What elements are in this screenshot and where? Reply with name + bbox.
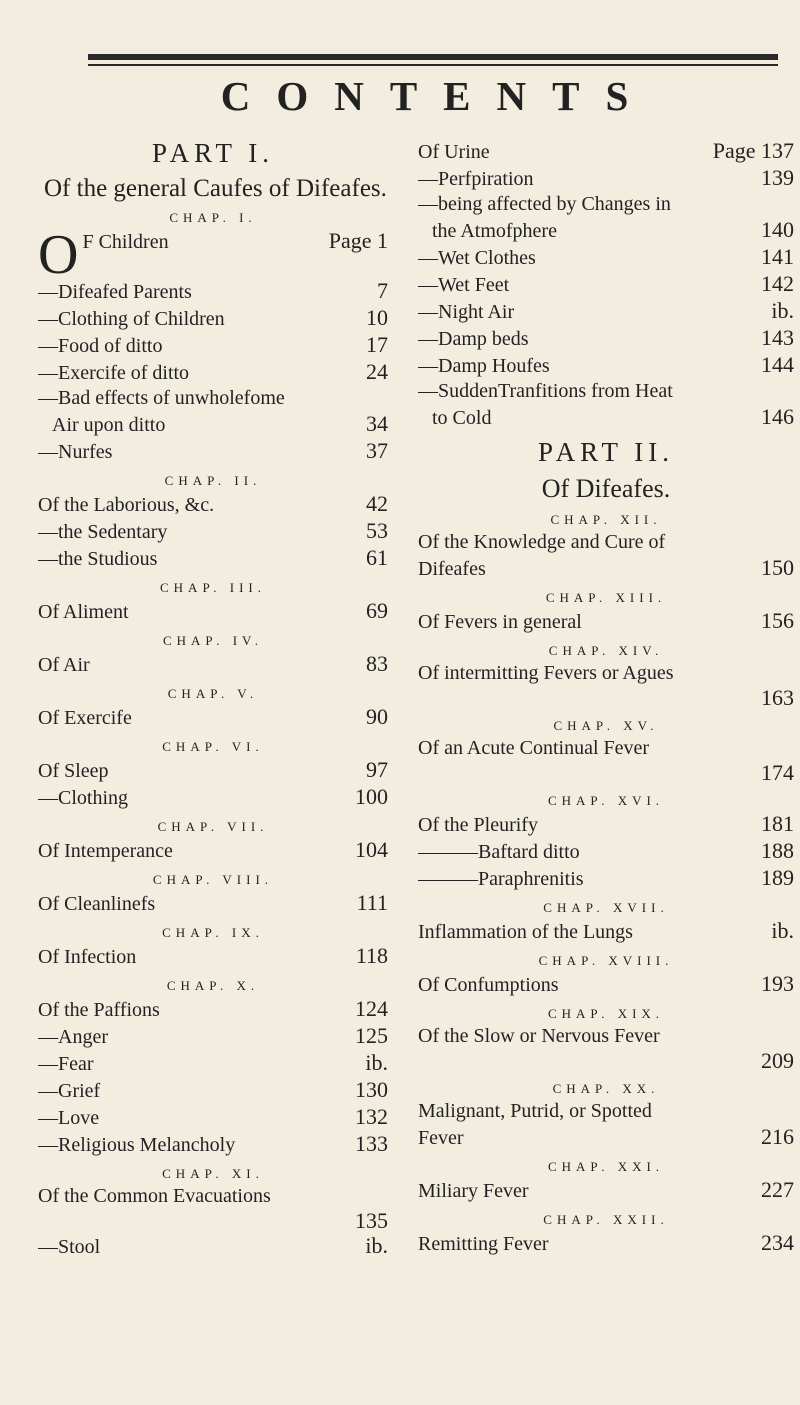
entry-text: Of an Acute Continual Fever <box>418 737 650 759</box>
entry-text: —Clothing <box>38 787 129 809</box>
toc-entry-continued[interactable] <box>418 555 794 582</box>
chapter-label: CHAP. VII. <box>157 819 269 834</box>
entry-text: —Bad effects of unwholefome <box>38 387 285 409</box>
chapter-label: CHAP. XX. <box>552 1081 660 1096</box>
entry-text: Malignant, Putrid, or Spotted <box>418 1100 652 1122</box>
page-number: 216 <box>761 1124 794 1149</box>
toc-entry[interactable] <box>38 704 388 731</box>
toc-entry[interactable] <box>38 996 388 1023</box>
toc-entry[interactable] <box>38 386 388 411</box>
page-number: 140 <box>761 217 794 242</box>
toc-entry[interactable] <box>38 491 388 518</box>
entry-text: Of intermitting Fevers or Agues <box>418 662 674 684</box>
toc-entry[interactable] <box>418 530 794 555</box>
page-number: 209 <box>761 1048 794 1073</box>
entry-text: Of the Laborious, &c. <box>38 494 215 516</box>
toc-entry[interactable] <box>38 518 388 545</box>
entry-text: —Perfpiration <box>418 168 534 190</box>
entry-text: ———Baftard ditto <box>418 841 580 863</box>
chapter-label: CHAP. II. <box>164 473 262 488</box>
entry-text: Of Urine <box>418 141 490 163</box>
toc-entry[interactable] <box>418 192 794 217</box>
entry-text: —being affected by Changes in <box>418 193 671 215</box>
toc-entry[interactable] <box>38 332 388 359</box>
toc-entry[interactable] <box>38 943 388 970</box>
entry-text: —Clothing of Children <box>38 308 225 330</box>
page-number: 150 <box>761 555 794 580</box>
chapter-label: CHAP. VI. <box>162 739 264 754</box>
page-number: 133 <box>355 1131 388 1156</box>
chapter-label: CHAP. XXII. <box>543 1212 669 1227</box>
entry-text: Of the Paffions <box>38 999 160 1021</box>
page-number: ib. <box>365 1233 388 1258</box>
entry-text: —Wet Clothes <box>418 247 536 269</box>
entry-text: —Religious Melancholy <box>38 1134 236 1156</box>
page-number: 132 <box>355 1104 388 1129</box>
page-number: 130 <box>355 1077 388 1102</box>
toc-entry[interactable] <box>418 1099 794 1124</box>
toc-entry[interactable] <box>38 359 388 386</box>
toc-entry[interactable] <box>418 736 794 761</box>
page-number: 125 <box>355 1023 388 1048</box>
part-label: PART II. <box>538 437 674 467</box>
chapter-label: CHAP. XII. <box>550 512 662 527</box>
toc-entry[interactable] <box>418 165 794 192</box>
entry-text: —Food of ditto <box>38 335 163 357</box>
toc-entry[interactable] <box>38 228 388 278</box>
page-number: 100 <box>355 784 388 809</box>
toc-entry[interactable] <box>38 1184 388 1209</box>
entry-text: —Grief <box>38 1080 101 1102</box>
chapter-label: CHAP. IV. <box>162 633 264 648</box>
entry-text: Of the Slow or Nervous Fever <box>418 1025 660 1047</box>
chapter-label: CHAP. XI. <box>162 1166 264 1181</box>
entry-text: —Night Air <box>418 301 515 323</box>
chapter-label: CHAP. I. <box>169 210 257 225</box>
page-number: 156 <box>761 608 794 633</box>
toc-entry[interactable] <box>38 1131 388 1158</box>
chapter-label: CHAP. III. <box>160 580 266 595</box>
page-number: 142 <box>761 271 794 296</box>
entry-text: —SuddenTranfitions from Heat <box>418 380 673 402</box>
page-number: 24 <box>366 359 388 384</box>
toc-entry[interactable] <box>38 438 388 465</box>
toc-entry-continued[interactable] <box>418 217 794 244</box>
entry-text: to Cold <box>432 407 492 429</box>
entry-text: Miliary Fever <box>418 1180 529 1202</box>
page-number: 111 <box>356 890 388 915</box>
page-number: ib. <box>365 1050 388 1075</box>
toc-entry[interactable] <box>38 305 388 332</box>
right-column <box>418 138 794 1257</box>
toc-entry[interactable] <box>38 598 388 625</box>
page-number: 234 <box>761 1230 794 1255</box>
entry-text: —Exercife of ditto <box>38 362 190 384</box>
page-number: 61 <box>366 545 388 570</box>
entry-text: Difeafes <box>418 558 486 580</box>
chapter-label: CHAP. XIII. <box>545 590 667 605</box>
drop-cap: O <box>38 230 79 278</box>
toc-entry[interactable] <box>38 545 388 572</box>
part-label: PART I. <box>152 138 274 168</box>
page-number: 34 <box>366 411 388 436</box>
page-title: CONTENTS <box>220 73 655 119</box>
toc-entry[interactable] <box>418 608 794 635</box>
page-number: Page 1 <box>328 228 388 253</box>
page-number: 139 <box>761 165 794 190</box>
entry-text: Of Air <box>38 654 90 676</box>
page-number: 97 <box>366 757 388 782</box>
entry-text: —the Studious <box>38 548 158 570</box>
page-number: 135 <box>355 1208 388 1233</box>
entry-text: —Wet Feet <box>418 274 510 296</box>
toc-entry[interactable] <box>418 838 794 865</box>
toc-entry[interactable] <box>418 1024 794 1049</box>
page-number: ib. <box>771 918 794 943</box>
entry-text: —Nurfes <box>38 441 113 463</box>
entry-text: Of Exercife <box>38 707 132 729</box>
page-number: ib. <box>771 298 794 323</box>
entry-text: —Difeafed Parents <box>38 281 192 303</box>
page-number: 146 <box>761 404 794 429</box>
entry-text: —Damp beds <box>418 328 529 350</box>
entry-text: Of Sleep <box>38 760 109 782</box>
entry-text: Of Aliment <box>38 601 129 623</box>
page-number: 124 <box>355 996 388 1021</box>
entry-text: Fever <box>418 1127 464 1149</box>
entry-text: Remitting Fever <box>418 1233 549 1255</box>
chapter-label: CHAP. XV. <box>553 718 659 733</box>
page-number: 188 <box>761 838 794 863</box>
toc-entry[interactable] <box>38 278 388 305</box>
page-number: 141 <box>761 244 794 269</box>
entry-text: —Damp Houfes <box>418 355 550 377</box>
toc-entry[interactable] <box>418 661 794 686</box>
page-number: 69 <box>366 598 388 623</box>
toc-entry[interactable] <box>418 865 794 892</box>
toc-entry[interactable] <box>418 138 794 165</box>
toc-entry[interactable] <box>38 1023 388 1050</box>
page-number: 42 <box>366 491 388 516</box>
chapter-label: CHAP. V. <box>167 686 259 701</box>
chapter-label: CHAP. VIII. <box>152 872 274 887</box>
page-number: 174 <box>761 760 794 785</box>
page-number: 83 <box>366 651 388 676</box>
chapter-label: CHAP. XIX. <box>547 1006 665 1021</box>
entry-text: Of Infection <box>38 946 137 968</box>
toc-entry[interactable] <box>418 971 794 998</box>
toc-entry[interactable] <box>38 757 388 784</box>
page-number: 17 <box>366 332 388 357</box>
toc-entry[interactable] <box>418 811 794 838</box>
toc-entry[interactable] <box>418 918 794 945</box>
toc-entry[interactable] <box>38 1077 388 1104</box>
entry-text: Of Confumptions <box>418 974 559 996</box>
page-number: 10 <box>366 305 388 330</box>
header-rule-thin <box>88 64 778 66</box>
page-number: 53 <box>366 518 388 543</box>
chapter-label: CHAP. XXI. <box>547 1159 665 1174</box>
chapter-label: CHAP. IX. <box>162 925 264 940</box>
entry-text: the Atmofphere <box>432 220 557 242</box>
toc-entry[interactable] <box>38 1104 388 1131</box>
toc-entry[interactable] <box>418 352 794 379</box>
toc-entry-continued[interactable] <box>418 1124 794 1151</box>
part-heading: Of the general Caufes of Difeafes. <box>44 175 387 202</box>
part-heading: Of Difeafes. <box>541 474 671 503</box>
toc-entry-continued[interactable] <box>38 411 388 438</box>
toc-entry[interactable] <box>38 837 388 864</box>
page-number: 90 <box>366 704 388 729</box>
page-number: 104 <box>355 837 388 862</box>
page-number: Page 137 <box>712 138 794 163</box>
chapter-label: CHAP. XVII. <box>543 900 669 915</box>
toc-entry[interactable] <box>418 1230 794 1257</box>
toc-entry[interactable] <box>38 1233 388 1260</box>
page-number: 118 <box>355 943 388 968</box>
toc-entry[interactable] <box>418 379 794 404</box>
left-column <box>38 138 388 1260</box>
entry-text: —Anger <box>38 1026 108 1048</box>
page-number: 143 <box>761 325 794 350</box>
toc-entry[interactable] <box>38 890 388 917</box>
toc-entry[interactable] <box>38 651 388 678</box>
entry-text: Of the Pleurify <box>418 814 538 836</box>
chapter-label: CHAP. XVI. <box>547 793 665 808</box>
chapter-label: CHAP. XIV. <box>548 643 664 658</box>
entry-text: —Fear <box>38 1053 94 1075</box>
entry-text: Inflammation of the Lungs <box>418 921 633 943</box>
page-number: 37 <box>366 438 388 463</box>
entry-text: F Children <box>82 231 169 253</box>
page-number: 181 <box>761 811 794 836</box>
page-number: 193 <box>761 971 794 996</box>
toc-entry[interactable] <box>38 1050 388 1077</box>
entry-text: Of Cleanlinefs <box>38 893 156 915</box>
entry-text: —Stool <box>38 1236 101 1258</box>
toc-entry[interactable] <box>38 784 388 811</box>
entry-text: Of the Knowledge and Cure of <box>418 531 666 553</box>
page-number: 163 <box>761 685 794 710</box>
chapter-label: CHAP. X. <box>166 978 260 993</box>
toc-entry[interactable] <box>418 325 794 352</box>
entry-text: —the Sedentary <box>38 521 168 543</box>
entry-text: ———Paraphrenitis <box>418 868 584 890</box>
entry-text: Of Intemperance <box>38 840 173 862</box>
header-rule-thick <box>88 54 778 60</box>
page-number: 227 <box>761 1177 794 1202</box>
toc-entry[interactable] <box>418 298 794 325</box>
page-number: 189 <box>761 865 794 890</box>
toc-entry[interactable] <box>418 1177 794 1204</box>
entry-text: Of the Common Evacuations <box>38 1185 271 1207</box>
chapter-label: CHAP. XVIII. <box>538 953 674 968</box>
entry-text: —Love <box>38 1107 100 1129</box>
entry-text: Air upon ditto <box>52 414 166 436</box>
toc-entry[interactable] <box>418 271 794 298</box>
toc-entry[interactable] <box>418 244 794 271</box>
toc-entry-continued[interactable] <box>418 404 794 431</box>
page-number: 7 <box>377 278 388 303</box>
entry-text: Of Fevers in general <box>418 611 582 633</box>
page-number: 144 <box>761 352 794 377</box>
